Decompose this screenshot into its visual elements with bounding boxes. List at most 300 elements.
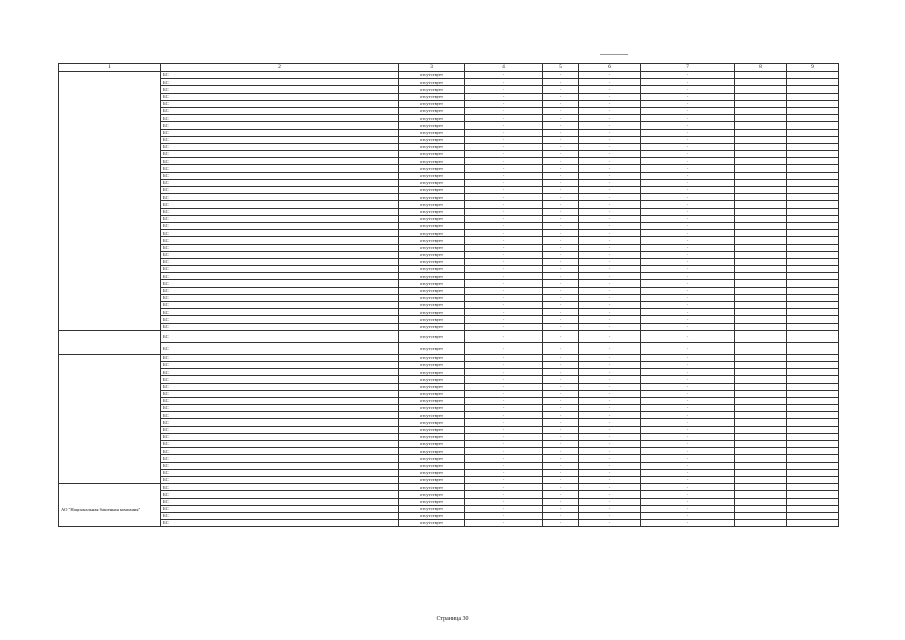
value-cell	[735, 426, 787, 433]
value-cell	[787, 369, 839, 376]
station-name-cell: БС	[161, 79, 399, 86]
value-cell	[787, 433, 839, 440]
value-cell: -	[579, 237, 641, 244]
value-cell: -	[543, 215, 579, 222]
value-cell	[787, 158, 839, 165]
value-cell: -	[465, 208, 543, 215]
station-name-cell: БС	[161, 244, 399, 251]
value-cell: -	[465, 251, 543, 258]
status-cell: отсутствует	[399, 273, 465, 280]
station-name-cell: БС	[161, 93, 399, 100]
value-cell: -	[465, 86, 543, 93]
value-cell	[787, 419, 839, 426]
value-cell: -	[465, 151, 543, 158]
table-row	[59, 266, 839, 273]
value-cell	[787, 266, 839, 273]
table-row	[59, 448, 839, 455]
value-cell	[787, 136, 839, 143]
status-cell: отсутствует	[399, 309, 465, 316]
value-cell: -	[543, 273, 579, 280]
value-cell	[735, 251, 787, 258]
value-cell: -	[579, 309, 641, 316]
value-cell: -	[543, 469, 579, 476]
value-cell: -	[641, 419, 735, 426]
station-name-cell: БС	[161, 187, 399, 194]
station-name-cell: БС	[161, 316, 399, 323]
value-cell	[735, 448, 787, 455]
value-cell: -	[579, 342, 641, 354]
station-name-cell: БС	[161, 86, 399, 93]
status-cell: отсутствует	[399, 287, 465, 294]
station-name-cell: БС	[161, 476, 399, 483]
value-cell: -	[465, 165, 543, 172]
value-cell: -	[465, 448, 543, 455]
value-cell: -	[465, 441, 543, 448]
value-cell: -	[465, 323, 543, 330]
value-cell: -	[641, 115, 735, 122]
value-cell: -	[641, 390, 735, 397]
value-cell	[787, 390, 839, 397]
value-cell: -	[641, 215, 735, 222]
value-cell	[735, 222, 787, 229]
value-cell: -	[579, 462, 641, 469]
value-cell	[735, 115, 787, 122]
station-name-cell: БС	[161, 405, 399, 412]
value-cell	[735, 476, 787, 483]
value-cell: -	[579, 484, 641, 491]
value-cell	[787, 330, 839, 342]
status-cell: отсутствует	[399, 342, 465, 354]
value-cell: -	[465, 93, 543, 100]
station-name-cell: БС	[161, 419, 399, 426]
value-cell	[735, 390, 787, 397]
value-cell	[735, 330, 787, 342]
value-cell	[735, 258, 787, 265]
status-cell: отсутствует	[399, 201, 465, 208]
station-name-cell: БС	[161, 208, 399, 215]
value-cell: -	[641, 441, 735, 448]
value-cell: -	[465, 412, 543, 419]
table-row	[59, 397, 839, 404]
station-name-cell: БС	[161, 72, 399, 79]
status-cell: отсутствует	[399, 194, 465, 201]
status-cell: отсутствует	[399, 79, 465, 86]
value-cell	[787, 230, 839, 237]
value-cell	[787, 194, 839, 201]
value-cell	[787, 426, 839, 433]
value-cell: -	[465, 258, 543, 265]
station-name-cell: БС	[161, 115, 399, 122]
value-cell	[787, 383, 839, 390]
header-row	[59, 64, 839, 72]
station-name-cell: БС	[161, 237, 399, 244]
value-cell	[735, 294, 787, 301]
value-cell: -	[579, 122, 641, 129]
value-cell: -	[641, 383, 735, 390]
station-name-cell: БС	[161, 280, 399, 287]
value-cell: -	[641, 194, 735, 201]
table-row	[59, 172, 839, 179]
value-cell: -	[465, 244, 543, 251]
value-cell: -	[543, 376, 579, 383]
value-cell: -	[543, 455, 579, 462]
value-cell: -	[579, 158, 641, 165]
table-row	[59, 505, 839, 512]
station-name-cell: БС	[161, 441, 399, 448]
value-cell: -	[465, 107, 543, 114]
table-row	[59, 330, 839, 342]
value-cell: -	[641, 93, 735, 100]
value-cell: -	[579, 330, 641, 342]
value-cell: -	[543, 237, 579, 244]
value-cell	[735, 484, 787, 491]
value-cell	[735, 498, 787, 505]
table-row	[59, 93, 839, 100]
status-cell: отсутствует	[399, 208, 465, 215]
value-cell: -	[465, 122, 543, 129]
value-cell: -	[579, 376, 641, 383]
value-cell	[787, 405, 839, 412]
value-cell	[735, 302, 787, 309]
value-cell: -	[543, 498, 579, 505]
table-row	[59, 426, 839, 433]
value-cell: -	[543, 287, 579, 294]
value-cell: -	[641, 405, 735, 412]
value-cell: -	[465, 287, 543, 294]
value-cell: -	[465, 476, 543, 483]
value-cell: -	[465, 115, 543, 122]
owner-cell: АО "Национальная башенная компания"	[59, 484, 161, 527]
value-cell	[735, 397, 787, 404]
status-cell: отсутствует	[399, 258, 465, 265]
value-cell: -	[579, 165, 641, 172]
page-number: Страница 30	[436, 616, 469, 622]
column-number: 2	[161, 64, 399, 72]
station-name-cell: БС	[161, 294, 399, 301]
table-row	[59, 390, 839, 397]
value-cell	[787, 302, 839, 309]
status-cell: отсутствует	[399, 72, 465, 79]
value-cell: -	[579, 455, 641, 462]
table-row	[59, 151, 839, 158]
value-cell: -	[641, 330, 735, 342]
value-cell: -	[579, 86, 641, 93]
table-row	[59, 441, 839, 448]
value-cell: -	[543, 342, 579, 354]
value-cell: -	[543, 484, 579, 491]
value-cell: -	[543, 476, 579, 483]
value-cell: -	[579, 187, 641, 194]
table-row	[59, 136, 839, 143]
station-name-cell: БС	[161, 302, 399, 309]
value-cell	[735, 215, 787, 222]
value-cell: -	[641, 412, 735, 419]
value-cell: -	[543, 520, 579, 527]
value-cell: -	[641, 136, 735, 143]
status-cell: отсутствует	[399, 86, 465, 93]
station-name-cell: БС	[161, 323, 399, 330]
value-cell	[735, 129, 787, 136]
value-cell	[787, 397, 839, 404]
table-row	[59, 302, 839, 309]
table-row	[59, 237, 839, 244]
station-name-cell: БС	[161, 100, 399, 107]
value-cell	[735, 172, 787, 179]
value-cell: -	[579, 179, 641, 186]
value-cell: -	[465, 419, 543, 426]
status-cell: отсутствует	[399, 93, 465, 100]
status-cell: отсутствует	[399, 230, 465, 237]
value-cell: -	[641, 294, 735, 301]
table-row	[59, 258, 839, 265]
value-cell: -	[543, 251, 579, 258]
station-name-cell: БС	[161, 491, 399, 498]
station-name-cell: БС	[161, 462, 399, 469]
value-cell	[735, 194, 787, 201]
value-cell	[735, 469, 787, 476]
value-cell: -	[641, 484, 735, 491]
value-cell: -	[579, 115, 641, 122]
table-row	[59, 122, 839, 129]
station-name-cell: БС	[161, 498, 399, 505]
value-cell	[735, 361, 787, 368]
value-cell: -	[465, 194, 543, 201]
value-cell: -	[579, 412, 641, 419]
value-cell: -	[465, 187, 543, 194]
value-cell: -	[641, 158, 735, 165]
value-cell	[735, 179, 787, 186]
status-cell: отсутствует	[399, 151, 465, 158]
table-row	[59, 469, 839, 476]
table-row	[59, 222, 839, 229]
value-cell: -	[543, 419, 579, 426]
table-body	[59, 64, 839, 527]
status-cell: отсутствует	[399, 222, 465, 229]
value-cell	[735, 316, 787, 323]
value-cell: -	[641, 323, 735, 330]
table-row	[59, 369, 839, 376]
table-row	[59, 419, 839, 426]
table-row	[59, 512, 839, 519]
value-cell: -	[465, 79, 543, 86]
value-cell: -	[579, 136, 641, 143]
value-cell: -	[543, 187, 579, 194]
station-name-cell: БС	[161, 129, 399, 136]
status-cell: отсутствует	[399, 419, 465, 426]
value-cell: -	[465, 405, 543, 412]
station-name-cell: БС	[161, 266, 399, 273]
value-cell: -	[543, 129, 579, 136]
table-row	[59, 251, 839, 258]
value-cell: -	[543, 244, 579, 251]
value-cell: -	[641, 361, 735, 368]
value-cell	[787, 512, 839, 519]
value-cell: -	[465, 397, 543, 404]
table-row	[59, 354, 839, 361]
value-cell	[735, 383, 787, 390]
station-name-cell: БС	[161, 230, 399, 237]
value-cell	[735, 287, 787, 294]
station-name-cell: БС	[161, 448, 399, 455]
station-name-cell: БС	[161, 433, 399, 440]
station-name-cell: БС	[161, 505, 399, 512]
value-cell: -	[543, 122, 579, 129]
value-cell	[735, 455, 787, 462]
value-cell	[735, 187, 787, 194]
value-cell	[787, 172, 839, 179]
value-cell: -	[641, 86, 735, 93]
table-row	[59, 72, 839, 79]
value-cell: -	[641, 476, 735, 483]
value-cell: -	[579, 302, 641, 309]
table-row	[59, 498, 839, 505]
table-row	[59, 412, 839, 419]
table-row	[59, 158, 839, 165]
value-cell	[787, 187, 839, 194]
value-cell: -	[641, 179, 735, 186]
station-name-cell: БС	[161, 376, 399, 383]
table-row	[59, 244, 839, 251]
status-cell: отсутствует	[399, 412, 465, 419]
value-cell: -	[579, 390, 641, 397]
value-cell: -	[641, 230, 735, 237]
value-cell: -	[465, 455, 543, 462]
value-cell: -	[543, 354, 579, 361]
station-name-cell: БС	[161, 342, 399, 354]
value-cell: -	[641, 342, 735, 354]
value-cell: -	[641, 309, 735, 316]
status-cell: отсутствует	[399, 302, 465, 309]
value-cell: -	[465, 309, 543, 316]
value-cell: -	[543, 309, 579, 316]
value-cell: -	[641, 280, 735, 287]
station-name-cell: БС	[161, 107, 399, 114]
value-cell	[787, 86, 839, 93]
table-row	[59, 129, 839, 136]
value-cell: -	[579, 266, 641, 273]
value-cell: -	[579, 361, 641, 368]
value-cell	[735, 441, 787, 448]
value-cell: -	[465, 469, 543, 476]
value-cell: -	[579, 129, 641, 136]
value-cell: -	[641, 165, 735, 172]
value-cell: -	[543, 361, 579, 368]
value-cell	[787, 107, 839, 114]
value-cell: -	[465, 330, 543, 342]
value-cell: -	[641, 143, 735, 150]
status-cell: отсутствует	[399, 330, 465, 342]
value-cell: -	[641, 79, 735, 86]
value-cell: -	[641, 469, 735, 476]
value-cell: -	[543, 100, 579, 107]
status-cell: отсутствует	[399, 491, 465, 498]
status-cell: отсутствует	[399, 136, 465, 143]
value-cell: -	[641, 287, 735, 294]
value-cell: -	[465, 143, 543, 150]
value-cell: -	[579, 287, 641, 294]
table-row	[59, 273, 839, 280]
value-cell: -	[543, 294, 579, 301]
column-number: 5	[543, 64, 579, 72]
status-cell: отсутствует	[399, 462, 465, 469]
value-cell: -	[579, 72, 641, 79]
value-cell	[735, 342, 787, 354]
value-cell: -	[465, 390, 543, 397]
table-row	[59, 323, 839, 330]
status-cell: отсутствует	[399, 469, 465, 476]
value-cell	[787, 505, 839, 512]
value-cell	[787, 122, 839, 129]
value-cell: -	[543, 165, 579, 172]
station-name-cell: БС	[161, 520, 399, 527]
value-cell: -	[579, 419, 641, 426]
status-cell: отсутствует	[399, 165, 465, 172]
value-cell	[735, 512, 787, 519]
value-cell: -	[641, 187, 735, 194]
value-cell	[735, 151, 787, 158]
value-cell: -	[579, 79, 641, 86]
table-row	[59, 194, 839, 201]
value-cell	[735, 266, 787, 273]
value-cell	[735, 273, 787, 280]
value-cell: -	[543, 79, 579, 86]
table-row	[59, 230, 839, 237]
status-cell: отсутствует	[399, 129, 465, 136]
status-cell: отсутствует	[399, 405, 465, 412]
value-cell: -	[579, 151, 641, 158]
value-cell: -	[579, 107, 641, 114]
station-name-cell: БС	[161, 412, 399, 419]
value-cell	[787, 280, 839, 287]
value-cell	[735, 100, 787, 107]
value-cell: -	[465, 215, 543, 222]
value-cell: -	[465, 237, 543, 244]
value-cell: -	[641, 251, 735, 258]
station-name-cell: БС	[161, 222, 399, 229]
value-cell	[787, 165, 839, 172]
station-name-cell: БС	[161, 172, 399, 179]
value-cell	[787, 448, 839, 455]
value-cell: -	[465, 172, 543, 179]
status-cell: отсутствует	[399, 484, 465, 491]
table-row	[59, 287, 839, 294]
table-row	[59, 476, 839, 483]
table-row	[59, 433, 839, 440]
value-cell	[787, 342, 839, 354]
table-row	[59, 342, 839, 354]
value-cell: -	[641, 462, 735, 469]
column-number: 9	[787, 64, 839, 72]
value-cell: -	[543, 266, 579, 273]
value-cell	[735, 86, 787, 93]
value-cell	[735, 354, 787, 361]
status-cell: отсутствует	[399, 115, 465, 122]
table-row	[59, 179, 839, 186]
table-row	[59, 208, 839, 215]
value-cell: -	[543, 194, 579, 201]
table-row	[59, 376, 839, 383]
value-cell: -	[465, 136, 543, 143]
value-cell: -	[543, 280, 579, 287]
station-name-cell: БС	[161, 309, 399, 316]
status-cell: отсутствует	[399, 237, 465, 244]
value-cell: -	[641, 505, 735, 512]
value-cell	[787, 294, 839, 301]
station-name-cell: БС	[161, 258, 399, 265]
table-row	[59, 143, 839, 150]
value-cell	[787, 316, 839, 323]
value-cell	[787, 129, 839, 136]
